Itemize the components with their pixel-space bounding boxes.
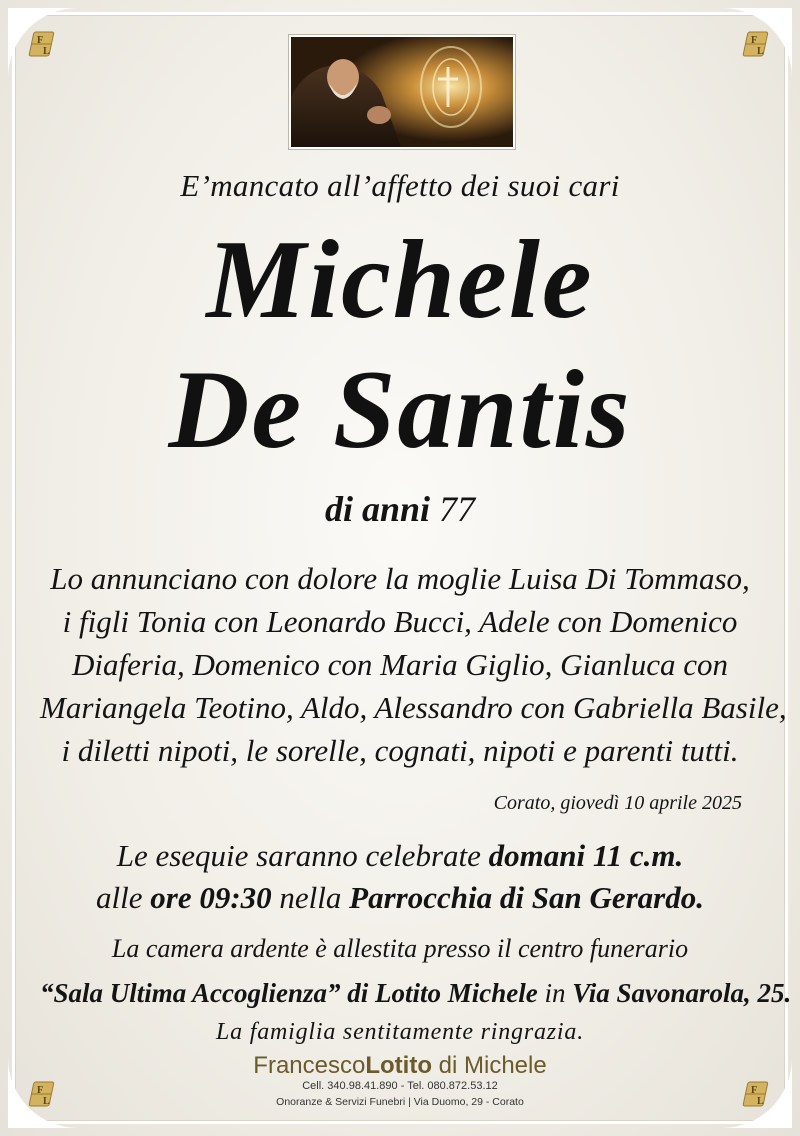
svg-text:L: L — [757, 1096, 764, 1107]
deceased-first-name: Michele — [206, 218, 594, 342]
funeral-line-1 — [40, 835, 760, 877]
svg-text:F: F — [751, 1085, 758, 1096]
funeral-date: domani 11 c.m. — [488, 838, 684, 873]
chapel-address: Via Savonarola, 25. — [572, 978, 792, 1008]
svg-text:L: L — [757, 46, 764, 57]
dateline: Corato, giovedì 10 aprile 2025 — [493, 792, 742, 814]
age-value: 77 — [439, 489, 476, 529]
body-line: Lo annunciano con dolore la moglie Luisa Di Tommaso, — [50, 561, 750, 596]
age-line — [0, 488, 800, 530]
funeral-line-2 — [40, 877, 760, 919]
body-line: Diaferia, Domenico con Maria Giglio, Gianluca con — [71, 647, 729, 682]
funeral-text: Le esequie saranno celebrate — [116, 838, 489, 873]
chapel-text: in — [537, 978, 573, 1008]
funeral-church: Parrocchia di San Gerardo. — [349, 880, 704, 915]
thanks-line: La famiglia sentitamente ringrazia. — [215, 1019, 584, 1045]
body-line: Mariangela Teotino, Aldo, Alessandro con Gabriella Basile, — [40, 690, 787, 725]
funeral-details — [40, 835, 760, 919]
intro-line: E’mancato all’affetto dei suoi cari — [180, 168, 620, 203]
chapel-details — [40, 926, 792, 1016]
corner-logo-f: F — [37, 35, 44, 46]
announcement-body — [40, 557, 787, 772]
brand-surname: Lotito — [365, 1052, 432, 1079]
chapel-line-1: La camera ardente è allestita presso il centro funerario — [111, 934, 689, 963]
body-line: i figli Tonia con Leonardo Bucci, Adele con Domenico — [62, 604, 738, 639]
funeral-time: ore 09:30 — [150, 880, 272, 915]
funeral-home-contacts: Cell. 340.98.41.890 - Tel. 080.872.53.12 — [302, 1080, 498, 1092]
funeral-text: alle — [96, 880, 151, 915]
funeral-text: nella — [271, 880, 350, 915]
corner-logo-icon — [8, 8, 78, 78]
funeral-home-brand — [0, 1052, 800, 1080]
deceased-last-name: De Santis — [168, 348, 632, 472]
svg-text:F: F — [751, 35, 758, 46]
brand-suffix: di Michele — [431, 1052, 547, 1079]
svg-text:L: L — [43, 1096, 50, 1107]
corner-logo-icon — [722, 8, 792, 78]
age-prefix: di anni — [324, 489, 431, 529]
saint-photo — [289, 35, 515, 149]
funeral-home-address: Onoranze & Servizi Funebri | Via Duomo, 29 - Corato — [276, 1096, 524, 1108]
chapel-name: “Sala Ultima Accoglienza” di Lotito Michele — [40, 978, 538, 1008]
brand-first: Francesco — [253, 1052, 366, 1079]
body-line: i diletti nipoti, le sorelle, cognati, nipoti e parenti tutti. — [61, 733, 739, 768]
svg-text:F: F — [37, 1085, 44, 1096]
chapel-line-2 — [40, 971, 792, 1016]
corner-logo-l: L — [43, 46, 50, 57]
